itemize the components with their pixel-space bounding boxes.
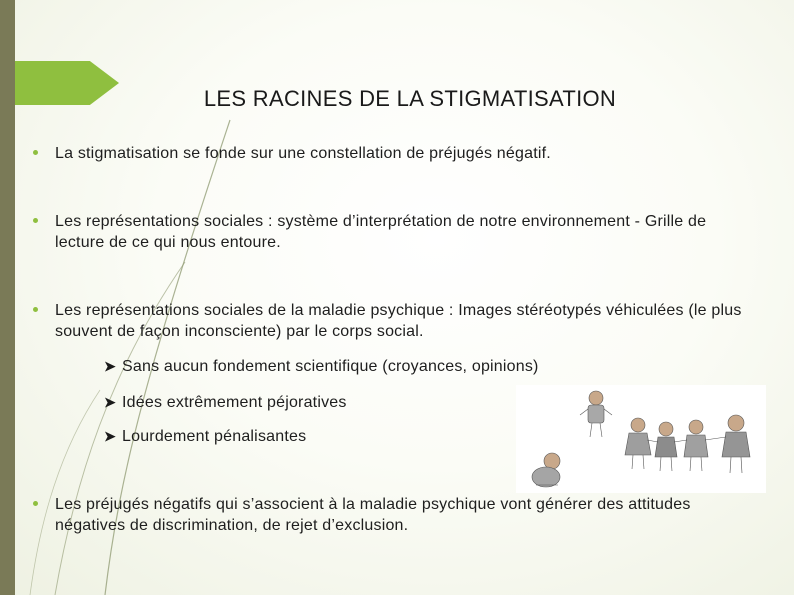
sub-bullet-text: Idées extrêmement péjoratives — [122, 394, 347, 411]
arrow-right-icon: ➤ — [104, 358, 116, 374]
bullet-dot-icon — [33, 150, 38, 155]
children-row-figure — [625, 415, 750, 473]
sub-bullet-item-3 — [104, 426, 306, 447]
bullet-item-4 — [33, 494, 758, 536]
arrow-right-icon: ➤ — [104, 428, 116, 444]
arrow-right-icon: ➤ — [104, 394, 116, 410]
bullet-item-2 — [33, 211, 758, 253]
children-illustration — [516, 385, 766, 493]
bullet-item-1 — [33, 143, 758, 164]
sub-bullet-text: Sans aucun fondement scientifique (croyances, opinions) — [122, 358, 539, 375]
bullet-dot-icon — [33, 218, 38, 223]
bullet-text: Les représentations sociales de la maladie psychique : Images stéréotypés véhiculées (le plus souvent de façon inconsciente) par le corps social. — [55, 302, 742, 340]
bullet-text: Les préjugés négatifs qui s’associent à la maladie psychique vont générer des attitudes négatives de discrimination, de rejet d’exclusion. — [55, 496, 691, 534]
sub-bullet-item-1 — [104, 356, 539, 377]
bullet-text: Les représentations sociales : système d’interprétation de notre environnement - Grille de lecture de ce qui nous entoure. — [55, 213, 707, 251]
sub-bullet-text: Lourdement pénalisantes — [122, 428, 307, 445]
slide-title: LES RACINES DE LA STIGMATISATION — [203, 86, 617, 111]
bullet-text: La stigmatisation se fonde sur une constellation de préjugés négatif. — [55, 145, 551, 162]
standing-child-figure — [580, 391, 612, 437]
sub-bullet-item-2 — [104, 392, 347, 413]
crouching-child-figure — [532, 453, 560, 487]
children-holding-hands-image — [516, 385, 766, 493]
bullet-dot-icon — [33, 307, 38, 312]
bullet-item-3 — [33, 300, 758, 342]
bullet-dot-icon — [33, 501, 38, 506]
